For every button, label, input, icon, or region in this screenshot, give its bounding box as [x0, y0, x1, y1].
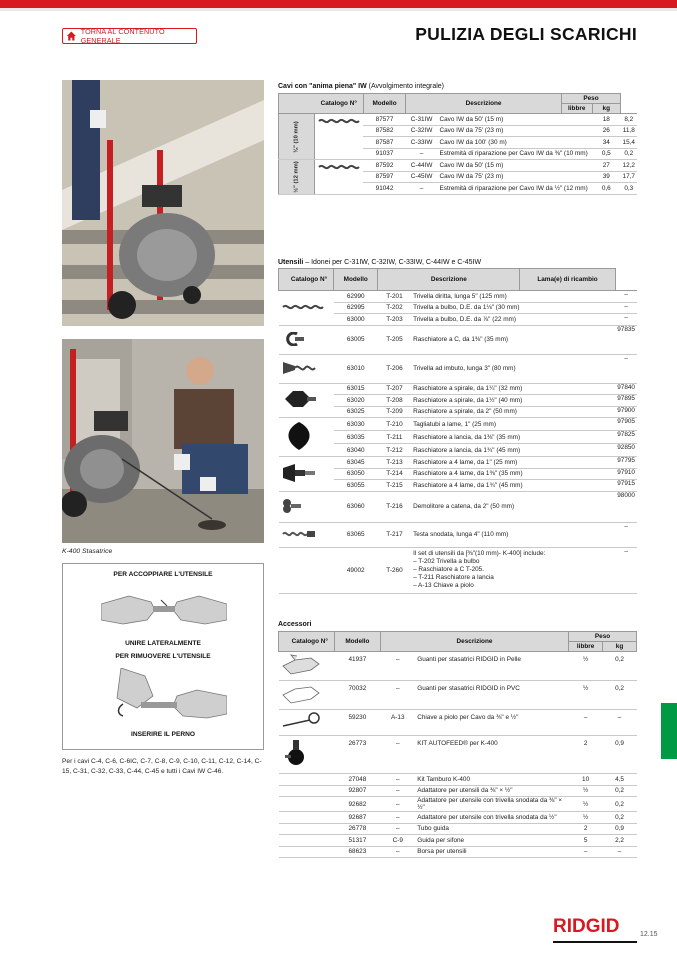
tools-header-blades: Lama(e) di ricambio — [520, 269, 615, 291]
back-link-label: TORNA AL CONTENUTO GENERALE — [80, 27, 165, 45]
acc-header-model: Modello — [334, 632, 380, 652]
table-row — [279, 418, 638, 431]
replacement-blades: 97900 — [615, 406, 637, 418]
table-row — [279, 160, 638, 172]
kit-item: – Raschiatore a C T-205. — [413, 565, 485, 573]
model-code: C-33IW — [406, 137, 438, 149]
model-code: T-214 — [378, 468, 411, 480]
model-code: – — [380, 812, 415, 824]
cables-section-title: Cavi con "anima piena" IW (Avvolgimento integrale) — [278, 83, 445, 90]
catalog-number: 63025 — [334, 406, 378, 418]
catalog-number: 63020 — [334, 395, 378, 407]
model-code: – — [380, 681, 415, 710]
pvc-glove-icon — [279, 681, 335, 710]
replacement-blades: 97835 — [615, 325, 637, 354]
table-row — [279, 823, 637, 835]
replacement-blades: – — [615, 354, 637, 383]
acc-header-kg: kg — [603, 642, 637, 652]
catalog-number: 27048 — [334, 774, 380, 786]
accessory-image — [279, 774, 335, 786]
catalog-number: 70032 — [334, 681, 380, 710]
table-row — [279, 797, 637, 812]
weight-lb: – — [569, 846, 603, 858]
description: Cavo IW da 50' (15 m) — [437, 160, 592, 172]
model-code: T-216 — [378, 491, 411, 522]
acc-header-description: Descrizione — [380, 632, 568, 652]
weight-kg: 0,9 — [603, 736, 637, 774]
kit-item: – A-13 Chiave a piolo — [413, 581, 474, 589]
accessory-image — [279, 785, 335, 797]
table-row — [279, 774, 637, 786]
accessory-image — [279, 823, 335, 835]
description: Tubo guida — [415, 823, 568, 835]
coupling-instructions — [62, 563, 264, 750]
catalog-number: 63040 — [334, 444, 378, 457]
weight-lb: ½ — [569, 681, 603, 710]
description: Raschiatore a 4 lame, da 1⅜" (35 mm) — [411, 468, 615, 480]
hands-remove-icon — [101, 668, 227, 728]
weight-kg: 0,9 — [603, 823, 637, 835]
weight-kg: – — [603, 846, 637, 858]
description: Testa snodata, lunga 4" (110 mm) — [411, 522, 615, 547]
description: Cavo IW da 50' (15 m) — [437, 114, 592, 126]
catalog-number: 63060 — [334, 491, 378, 522]
instr-remove-heading: PER RIMUOVERE L'UTENSILE — [115, 653, 211, 660]
catalog-number: 87597 — [363, 171, 405, 183]
catalog-number: 87592 — [363, 160, 405, 172]
description: Il set di utensili da [⅜"(10 mm)- K-400] include: — [413, 549, 546, 557]
replacement-blades: 97895 — [615, 395, 637, 407]
tools-header-model: Modello — [334, 269, 378, 291]
table-row — [279, 652, 637, 681]
section-tab[interactable] — [661, 703, 677, 759]
table-row — [279, 522, 638, 547]
photo-k400-in-use — [62, 339, 264, 543]
tools-section-title: Utensili – Idonei per C-31IW, C-32IW, C-33IW, C-44IW e C-45IW — [278, 259, 482, 266]
home-icon — [66, 30, 77, 42]
tools-header-description: Descrizione — [378, 269, 520, 291]
description: Estremità di riparazione per Cavo IW da ⅜" (10 mm) — [437, 148, 592, 160]
description: KIT AUTOFEED® per K-400 — [415, 736, 568, 774]
weight-kg: 0,2 — [603, 785, 637, 797]
weight-kg: 8,2 — [621, 114, 637, 126]
model-code: – — [380, 823, 415, 835]
cables-header-kg: kg — [592, 104, 621, 114]
acc-header-lb: libbre — [569, 642, 603, 652]
model-code: C-32IW — [406, 125, 438, 137]
funnel-auger-icon — [279, 354, 334, 383]
weight-lb: 26 — [592, 125, 621, 137]
description: Guanti per stasatrici RIDGID in Pelle — [415, 652, 568, 681]
model-code: T-215 — [378, 480, 411, 492]
svg-text:RIDGID: RIDGID — [553, 916, 620, 937]
weight-kg: 17,7 — [621, 171, 637, 183]
replacement-blades: 97795 — [615, 457, 637, 469]
acc-header-weight: Peso — [569, 632, 637, 642]
weight-lb: 39 — [592, 171, 621, 183]
accessory-image — [279, 846, 335, 858]
model-code: T-207 — [378, 383, 411, 395]
catalog-number: 63015 — [334, 383, 378, 395]
table-row — [279, 383, 638, 395]
description: Trivella a bulbo, D.E. da 1⅛" (30 mm) — [411, 302, 615, 314]
cables-header-weight: Peso — [561, 94, 620, 104]
accessories-section-title: Accessori — [278, 621, 312, 628]
description: Trivella diritta, lunga 5" (125 mm) — [411, 291, 615, 303]
description: Borsa per utensili — [415, 846, 568, 858]
hands-coupling-icon — [101, 586, 227, 636]
weight-lb: – — [569, 710, 603, 736]
catalog-number: 51317 — [334, 835, 380, 847]
weight-lb: 0,5 — [592, 148, 621, 160]
model-code: – — [380, 736, 415, 774]
instr-couple-heading: PER ACCOPPIARE L'UTENSILE — [113, 571, 213, 578]
catalog-number: 87587 — [363, 137, 405, 149]
description: Cavo IW da 75' (23 m) — [437, 171, 592, 183]
kit-item: – T-202 Trivella a bulbo — [413, 557, 480, 565]
catalog-number: 92682 — [334, 797, 380, 812]
catalog-number: 68623 — [334, 846, 380, 858]
model-code: A-13 — [380, 710, 415, 736]
catalog-number: 26778 — [334, 823, 380, 835]
weight-lb: ½ — [569, 785, 603, 797]
model-code: T-209 — [378, 406, 411, 418]
model-code: – — [406, 183, 438, 195]
model-code: C-31IW — [406, 114, 438, 126]
replacement-blades: – — [615, 522, 637, 547]
description: Guida per sifone — [415, 835, 568, 847]
table-row — [279, 846, 637, 858]
cables-header-lb: libbre — [561, 104, 592, 114]
model-code: – — [380, 797, 415, 812]
table-row — [279, 812, 637, 824]
weight-kg: 0,2 — [603, 652, 637, 681]
spade-cutter-icon — [279, 418, 334, 457]
table-row — [279, 291, 638, 303]
weight-lb: 34 — [592, 137, 621, 149]
model-code: C-45IW — [406, 171, 438, 183]
weight-kg: 0,3 — [621, 183, 637, 195]
logo-underline — [553, 941, 637, 943]
cable-size-label: ⅜" (10 mm) — [279, 114, 315, 160]
catalog-number: 26773 — [334, 736, 380, 774]
weight-lb: 5 — [569, 835, 603, 847]
cable-icon — [315, 160, 364, 195]
weight-lb: 0,6 — [592, 183, 621, 195]
catalog-number: 63030 — [334, 418, 378, 431]
blade-cutter-icon — [279, 457, 334, 492]
accessory-image — [279, 812, 335, 824]
model-code: T-213 — [378, 457, 411, 469]
ridgid-logo — [553, 913, 637, 939]
replacement-blades: 92850 — [615, 444, 637, 457]
description: Trivella a bulbo, D.E. da ⅞" (22 mm) — [411, 314, 615, 326]
model-code: T-212 — [378, 444, 411, 457]
description: Raschiatore a spirale, da 1½" (40 mm) — [411, 395, 615, 407]
weight-lb: 2 — [569, 823, 603, 835]
catalog-number: 87582 — [363, 125, 405, 137]
model-code: T-260 — [378, 547, 411, 593]
replacement-blades: – — [615, 547, 637, 593]
weight-kg: 4,5 — [603, 774, 637, 786]
catalog-number: 92687 — [334, 812, 380, 824]
model-code: T-210 — [378, 418, 411, 431]
catalog-number: 63035 — [334, 431, 378, 444]
chain-knocker-icon — [279, 491, 334, 522]
pin-key-icon — [279, 710, 335, 736]
weight-kg: – — [603, 710, 637, 736]
description: Chiave a piolo per Cavo da ⅜" e ½" — [415, 710, 568, 736]
replacement-blades: – — [615, 314, 637, 326]
weight-kg: 2,2 — [603, 835, 637, 847]
catalog-number: 59230 — [334, 710, 380, 736]
description: Demolitore a catena, da 2" (50 mm) — [411, 491, 615, 522]
catalog-number: 63055 — [334, 480, 378, 492]
model-code: – — [380, 652, 415, 681]
table-row — [279, 547, 638, 593]
catalog-number: 63010 — [334, 354, 378, 383]
description: Tagliatubi a lame, 1" (25 mm) — [411, 418, 615, 431]
model-code: – — [380, 774, 415, 786]
description: Raschiatore a spirale, da 1¼" (32 mm) — [411, 383, 615, 395]
autofeed-icon — [279, 736, 335, 774]
weight-lb: 10 — [569, 774, 603, 786]
description: Trivella ad imbuto, lunga 3" (80 mm) — [411, 354, 615, 383]
catalog-number: 63065 — [334, 522, 378, 547]
description: Adattatore per utensili da ⅜" × ½" — [415, 785, 568, 797]
model-code: – — [406, 148, 438, 160]
weight-kg: 0,2 — [621, 148, 637, 160]
description: Cavo IW da 100' (30 m) — [437, 137, 592, 149]
description: Raschiatore a 4 lame, da 1" (25 mm) — [411, 457, 615, 469]
replacement-blades: 97915 — [615, 480, 637, 492]
model-code: – — [380, 846, 415, 858]
catalog-number: 62990 — [334, 291, 378, 303]
weight-lb: ½ — [569, 652, 603, 681]
weight-lb: ½ — [569, 812, 603, 824]
tool-set — [279, 547, 334, 593]
kit-item: – T-211 Raschiatore a lancia — [413, 573, 494, 581]
weight-lb: 27 — [592, 160, 621, 172]
description: Cavo IW da 75' (23 m) — [437, 125, 592, 137]
top-red-bar — [0, 0, 677, 8]
model-code: T-211 — [378, 431, 411, 444]
tools-header-catalog: Catalogo N° — [279, 269, 334, 291]
catalog-number: 92807 — [334, 785, 380, 797]
description: Raschiatore a spirale, da 2" (50 mm) — [411, 406, 615, 418]
weight-kg: 15,4 — [621, 137, 637, 149]
kit-description — [411, 547, 615, 593]
description: Raschiatore a 4 lame, da 1¾" (45 mm) — [411, 480, 615, 492]
description: Raschiatore a lancia, da 1⅜" (35 mm) — [411, 431, 615, 444]
page-title: PULIZIA DEGLI SCARICHI — [415, 24, 637, 44]
replacement-blades: 97825 — [615, 431, 637, 444]
c-cutter-icon — [279, 325, 334, 354]
table-row — [279, 457, 638, 469]
description: Guanti per stasatrici RIDGID in PVC — [415, 681, 568, 710]
auger-bit-icon — [279, 291, 334, 326]
acc-header-catalog: Catalogo N° — [279, 632, 335, 652]
description: Estremità di riparazione per Cavo IW da ½" (12 mm) — [437, 183, 592, 195]
replacement-blades: 97840 — [615, 383, 637, 395]
model-code: T-203 — [378, 314, 411, 326]
model-code: C-9 — [380, 835, 415, 847]
weight-kg: 0,2 — [603, 681, 637, 710]
replacement-blades: – — [615, 302, 637, 314]
catalog-number: 63005 — [334, 325, 378, 354]
accessories-table — [278, 631, 637, 858]
top-grey-bar — [0, 8, 677, 11]
instr-join-heading: UNIRE LATERALMENTE — [125, 640, 201, 647]
description: Adattatore per utensile con trivella snodata da ⅜" × ½" — [415, 797, 568, 812]
table-row — [279, 491, 638, 522]
cables-header-description: Descrizione — [406, 94, 562, 114]
cables-table — [278, 93, 637, 195]
replacement-blades: 98000 — [615, 491, 637, 522]
description: Raschiatore a lancia, da 1¾" (45 mm) — [411, 444, 615, 457]
catalog-number: 91037 — [363, 148, 405, 160]
catalog-number: 91042 — [363, 183, 405, 195]
replacement-blades: – — [615, 291, 637, 303]
bulb-head-icon — [279, 522, 334, 547]
catalog-number: 87577 — [363, 114, 405, 126]
table-row — [279, 736, 637, 774]
weight-lb: 2 — [569, 736, 603, 774]
catalog-number: 62995 — [334, 302, 378, 314]
table-row — [279, 354, 638, 383]
spiral-cutter-icon — [279, 383, 334, 418]
table-row — [279, 114, 638, 126]
catalog-number: 63000 — [334, 314, 378, 326]
compat-note: Per i cavi C-4, C-6, C-6IC, C-7, C-8, C-9, C-10, C-11, C-12, C-14, C-15, C-31, C-32, C-33, C-44, C-45 e tutti i Cavi IW C-46. — [62, 758, 262, 775]
weight-kg: 12,2 — [621, 160, 637, 172]
weight-kg: 0,2 — [603, 812, 637, 824]
weight-lb: 18 — [592, 114, 621, 126]
cables-header-model: Modello — [363, 94, 405, 114]
catalog-number: 41937 — [334, 652, 380, 681]
catalog-number: 49002 — [334, 547, 378, 593]
table-row — [279, 681, 637, 710]
accessory-image — [279, 797, 335, 812]
weight-lb: ½ — [569, 797, 603, 812]
catalog-number: 63050 — [334, 468, 378, 480]
model-code: T-208 — [378, 395, 411, 407]
catalog-number: 63045 — [334, 457, 378, 469]
replacement-blades: 97910 — [615, 468, 637, 480]
cable-size-label: ½" (12 mm) — [279, 160, 315, 195]
model-code: T-201 — [378, 291, 411, 303]
cable-icon — [315, 114, 364, 160]
table-row — [279, 325, 638, 354]
table-row — [279, 785, 637, 797]
cables-header-catalog: Catalogo N° — [279, 94, 364, 114]
model-code: T-217 — [378, 522, 411, 547]
instr-insert-heading: INSERIRE IL PERNO — [131, 731, 195, 738]
model-code: T-205 — [378, 325, 411, 354]
tools-table — [278, 268, 637, 594]
leather-glove-icon — [279, 652, 335, 681]
description: Adattatore per utensile con trivella snodata da ½" — [415, 812, 568, 824]
description: Kit Tamburo K-400 — [415, 774, 568, 786]
back-to-contents-button[interactable] — [62, 28, 197, 44]
weight-kg: 11,8 — [621, 125, 637, 137]
model-code: – — [380, 785, 415, 797]
photo-stairs-k400 — [62, 80, 264, 326]
page-number: 12.15 — [640, 931, 658, 938]
replacement-blades: 97905 — [615, 418, 637, 431]
photo-caption: K-400 Stasatrice — [62, 548, 113, 555]
model-code: T-202 — [378, 302, 411, 314]
description: Raschiatore a C, da 1⅜" (35 mm) — [411, 325, 615, 354]
model-code: T-206 — [378, 354, 411, 383]
table-row — [279, 710, 637, 736]
table-row — [279, 835, 637, 847]
model-code: C-44IW — [406, 160, 438, 172]
weight-kg: 0,2 — [603, 797, 637, 812]
accessory-image — [279, 835, 335, 847]
